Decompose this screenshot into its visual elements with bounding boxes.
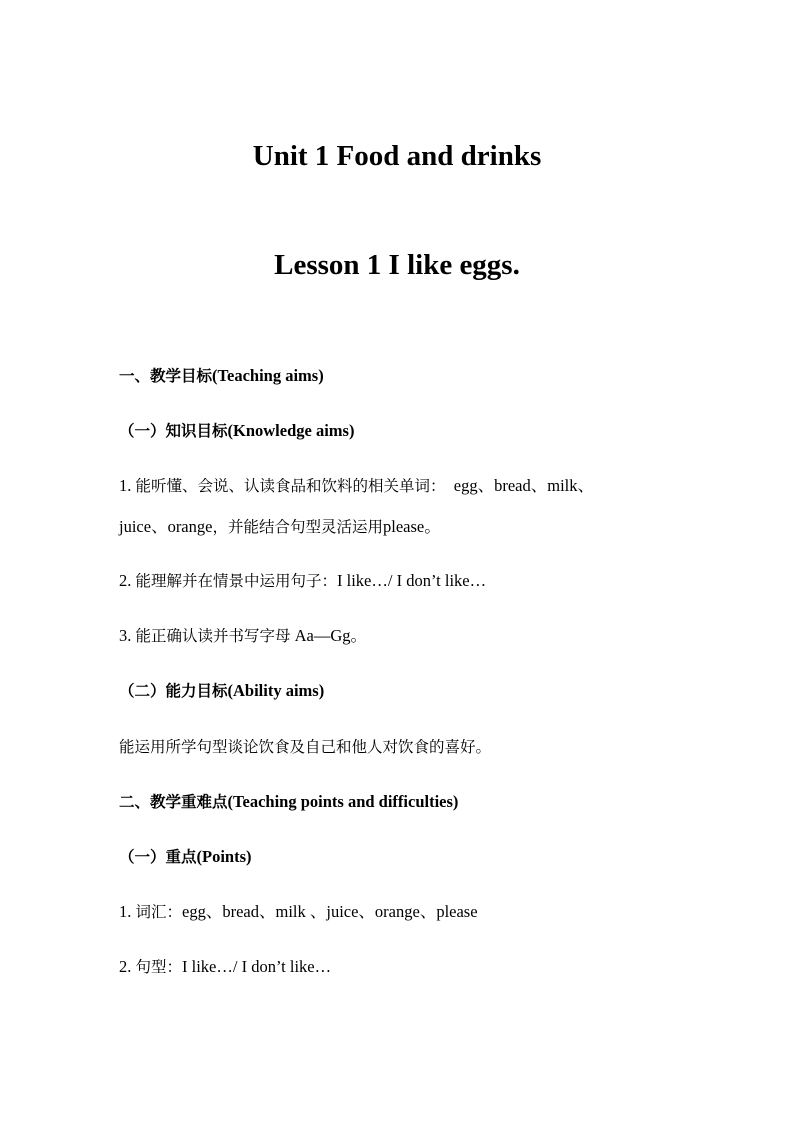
knowledge-item-1 [119, 475, 594, 497]
section-teaching-aims-en: (Teaching aims) [212, 366, 324, 385]
knowledge-item-1-cont-en: juice、orange [119, 517, 213, 536]
section-teaching-points [119, 791, 458, 813]
knowledge-item-1-number: 1. [119, 476, 136, 495]
subsection-points-cn: （一）重点 [119, 848, 197, 866]
knowledge-item-1-continued [119, 516, 441, 538]
point-item-2-en: I like…/ I don’t like… [182, 957, 332, 976]
document-title: Unit 1 Food and drinks [252, 140, 542, 172]
ability-text [119, 736, 491, 758]
knowledge-item-1-cont-en2: please。 [382, 517, 441, 536]
point-item-1 [119, 901, 478, 923]
subsection-ability-aims-cn: （二）能力目标 [119, 682, 228, 700]
section-teaching-points-en: (Teaching points and difficulties) [227, 792, 459, 811]
subsection-knowledge-aims-en: (Knowledge aims) [227, 421, 355, 440]
knowledge-item-3-number: 3. [119, 626, 136, 645]
subsection-points [119, 846, 252, 868]
knowledge-item-3-cn: 能正确认读并书写字母 [135, 627, 291, 645]
subsection-ability-aims-en: (Ability aims) [227, 681, 325, 700]
subsection-ability-aims [119, 680, 324, 702]
knowledge-item-1-cn: 能听懂、会说、认读食品和饮料的相关单词： [135, 477, 446, 495]
point-item-2 [119, 956, 331, 978]
knowledge-item-2-number: 2. [119, 571, 136, 590]
knowledge-item-1-cont-cn: ，并能结合句型灵活运用 [212, 518, 383, 536]
point-item-1-number: 1. [119, 902, 136, 921]
subsection-points-en: (Points) [196, 847, 252, 866]
lesson-title: Lesson 1 I like eggs. [274, 249, 520, 281]
point-item-1-en: egg、bread、milk 、juice、orange、please [182, 902, 478, 921]
section-teaching-aims-cn: 一、教学目标 [119, 367, 213, 385]
knowledge-item-2-cn: 能理解并在情景中运用句子： [135, 572, 338, 590]
knowledge-item-2 [119, 570, 486, 592]
ability-text-cn: 能运用所学句型谈论饮食及自己和他人对饮食的喜好。 [119, 738, 492, 756]
knowledge-item-1-en: egg、bread、milk、 [445, 476, 594, 495]
point-item-2-number: 2. [119, 957, 136, 976]
subsection-knowledge-aims-cn: （一）知识目标 [119, 422, 228, 440]
knowledge-item-2-en: I like…/ I don’t like… [337, 571, 487, 590]
section-teaching-points-cn: 二、教学重难点 [119, 793, 228, 811]
knowledge-item-3 [119, 625, 367, 647]
point-item-2-cn: 句型： [135, 958, 183, 976]
section-teaching-aims [119, 365, 324, 387]
subsection-knowledge-aims [119, 420, 354, 442]
knowledge-item-3-en: Aa—Gg。 [290, 626, 368, 645]
point-item-1-cn: 词汇： [135, 903, 183, 921]
